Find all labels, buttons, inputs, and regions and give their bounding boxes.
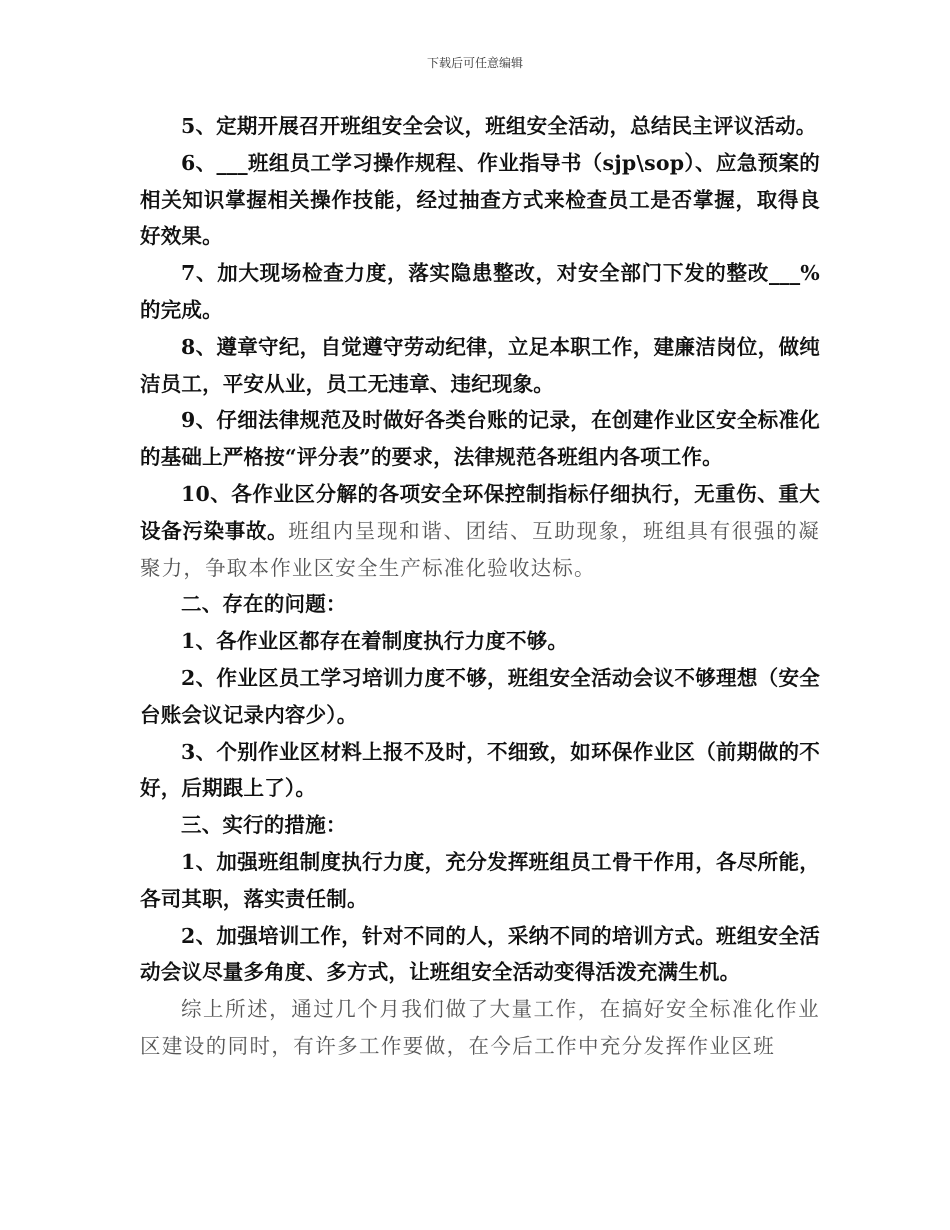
section-heading-problems: 二、存在的问题： (181, 592, 347, 617)
summary-paragraph: 综上所述，通过几个月我们做了大量工作，在搞好安全标准化作业区建设的同时，有许多工作要做，在今后工作中充分发挥作业区班 (140, 997, 820, 1058)
paragraph-item-10 (140, 476, 820, 586)
section-heading-measures: 三、实行的措施： (181, 813, 347, 838)
paragraph-item-6: 6、___班组员工学习操作规程、作业指导书（sjp\sop）、应急预案的相关知识掌握相关操作技能，经过抽查方式来检查员工是否掌握，取得良好效果。 (140, 150, 820, 249)
page-header: 下载后可任意编辑 (426, 56, 523, 70)
problem-item-2: 2、作业区员工学习培训力度不够，班组安全活动会议不够理想（安全台账会议记录内容少）。 (140, 665, 820, 727)
problem-item-3: 3、个别作业区材料上报不及时，不细致，如环保作业区（前期做的不好，后期跟上了）。 (140, 739, 820, 801)
problem-item-1: 1、各作业区都存在着制度执行力度不够。 (181, 629, 569, 654)
measure-item-2: 2、加强培训工作，针对不同的人，采纳不同的培训方式。班组安全活动会议尽量多角度、多方式，让班组安全活动变得活泼充满生机。 (140, 923, 820, 985)
measure-item-1: 1、加强班组制度执行力度，充分发挥班组员工骨干作用，各尽所能，各司其职，落实责任制。 (140, 849, 820, 911)
paragraph-item-10-main: 10、各作业区分解的各项安全环保控制指标仔细执行，无重伤、重大设备污染事故。 (140, 481, 820, 543)
paragraph-item-9: 9、仔细法律规范及时做好各类台账的记录，在创建作业区安全标准化的基础上严格按“评分表”的要求，法律规范各班组内各项工作。 (140, 408, 820, 470)
paragraph-item-5: 5、定期开展召开班组安全会议，班组安全活动，总结民主评议活动。 (181, 114, 817, 138)
paragraph-item-7: 7、加大现场检查力度，落实隐患整改，对安全部门下发的整改___%的完成。 (140, 261, 820, 322)
document-body (140, 108, 820, 1065)
paragraph-item-10-continuation: 班组内呈现和谐、团结、互助现象，班组具有很强的凝聚力，争取本作业区安全生产标准化验收达标。 (140, 518, 820, 580)
paragraph-item-8: 8、遵章守纪，自觉遵守劳动纪律，立足本职工作，建廉洁岗位，做纯洁员工，平安从业，员工无违章、违纪现象。 (140, 334, 820, 396)
